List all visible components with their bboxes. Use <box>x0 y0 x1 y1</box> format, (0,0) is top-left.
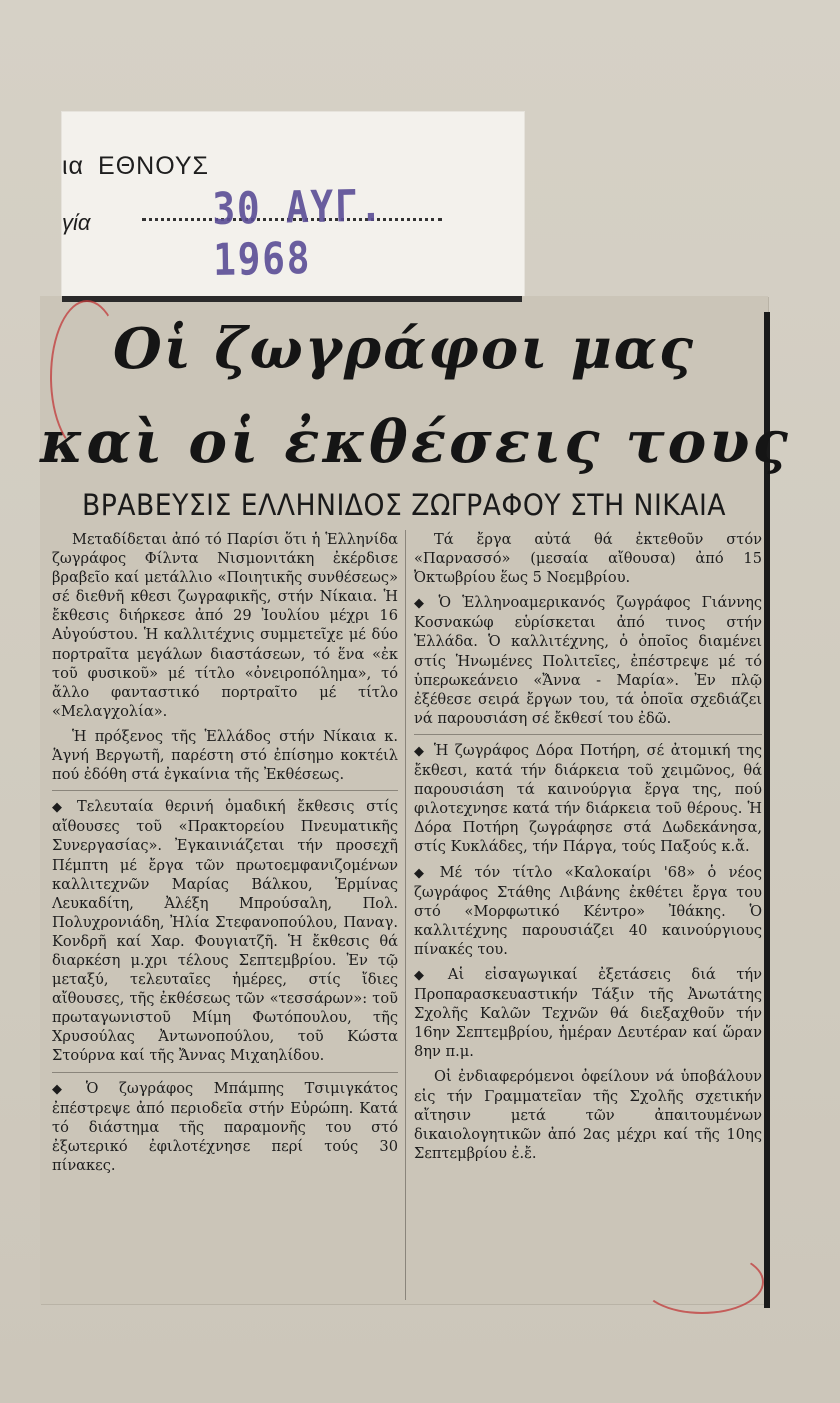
paragraph-text: Οἱ ἐνδιαφερόμενοι ὀφείλουν νά ὑποβάλουν εἰς τήν Γραμματεῖαν τῆς Σχολῆς σχετικήν αἴτησιν μετά τῶν ἀπαιτουμένων δικαιολογητικῶν ἀπό 2ας μέχρι καί τῆς 10ης Σεπτεμβρίου ἐ.ἔ. <box>414 1068 762 1162</box>
left-column <box>52 530 398 1181</box>
paragraph-text: Ὁ ζωγράφος Μπάμπης Τσιμιγκάτος ἐπέστρεψε ἀπό περιοδεῖα στήν Εὐρώπη. Κατά τό διάστημα τῆς παραμονῆς του στό ἐξωτερικό ἐφιλοτέχνησε περί τούς 30 πίνακες. <box>52 1079 399 1174</box>
paragraph-text: Ἡ ζωγράφος Δόρα Ποτήρη, σέ ἀτομική της ἔκθεσι, κατά τήν διάρκεια τοῦ χειμῶνος, θά παρουσιάση τά καινούργια ἔργα της, πού φιλοτεχνησε κατά τήν διάρκεια τοῦ θέρους. Ἡ Δόρα Ποτήρη ζωγράφησε στά Δωδεκάνησα, στίς Κυκλάδες, τήν Πάργα, τούς Παξούς κ.ἄ. <box>414 741 763 856</box>
paragraph-text: Αἱ εἰσαγωγικαί ἐξετάσεις διά τήν Προπαρασκευαστικήν Τάξιν τῆς Ἀνωτάτης Σχολῆς Καλῶν Τεχνῶν θά διεξαχθοῦν τήν 16ην Σεπτεμβρίου, ἡμέραν Δευτέραν καί ὥραν 8ην π.μ. <box>414 965 763 1061</box>
bullet-diamond-icon: ◆ <box>414 967 440 983</box>
paragraph-text: Μέ τόν τίτλο «Καλοκαίρι '68» ὁ νέος ζωγράφος Στάθης Λιβάνης ἐκθέτει ἔργα του στό «Μορφωτικό Κέντρο» Ἰθάκης. Ὁ καλλιτέχνης παρουσιάζει 40 καινούργιους πίνακές του. <box>414 863 762 958</box>
paragraph <box>414 593 762 728</box>
clipping-top-rule <box>62 296 522 302</box>
paragraph <box>414 863 762 959</box>
paragraph-text: Ἡ πρόξενος τῆς Ἑλλάδος στήν Νίκαια κ. Ἁγνή Βεργωτῆ, παρέστη στό ἐπίσημο κοκτέιλ πού ἐδόθη στά ἐγκαίνια τῆς Ἐκθέσεως. <box>52 727 398 784</box>
paragraph-text: Τελευταία θερινή ὁμαδική ἔκθεσις στίς αἴθουσες τοῦ «Πρακτορείου Πνευματικῆς Συνεργασίας». Ἐγκαινιάζεται τήν προσεχῆ Πέμπτη μέ ἔργα τῶν πρωτοεμφανιζομένων καλλιτεχνῶν Μαρίας Βάλκου, Ἑρμίνας Λευκαδίτη, Ἀλέξη Μπρούσαλη, Πολ. Πολυχρονιάδη, Ἠλία Στεφανοπούλου, Παναγ. Κονδρῆ καί Χαρ. Φουγιατζῆ. Ἡ ἔκθεσις θά διαρκέση μ.χρι τέλους Σεπτεμβρίου. Ἐν τῷ μεταξύ, τελευταῖες ἡμέρες, στίς ἴδιες αἴθουσες, τῆς ἐκθέσεως τῶν «τεσσάρων»: τοῦ πρωταγωνιστοῦ Μίμη Φωτόπουλου, τῆς Χρυσούλας Ἀντωνοπούλου, τοῦ Κώστα Στούρνα καί τῆς Ἄννας Μιχαηλίδου. <box>52 798 399 1065</box>
red-pencil-mark <box>640 1250 764 1314</box>
date-line-label: γία <box>62 210 91 235</box>
paragraph <box>52 727 398 784</box>
red-pencil-mark <box>50 300 124 454</box>
paragraph <box>414 734 762 857</box>
subheadline: ΒΡΑΒΕΥΣΙΣ ΕΛΛΗΝΙΔΟΣ ΖΩΓΡΑΦΟΥ ΣΤΗ ΝΙΚΑΙΑ <box>81 488 726 522</box>
paragraph <box>52 790 398 1065</box>
source-prefix-cut: ια <box>62 152 85 180</box>
right-column <box>414 530 762 1169</box>
source-line <box>62 152 209 181</box>
paragraph-text: Μεταδίδεται ἀπό τό Παρίσι ὅτι ἡ Ἑλληνίδα ζωγράφος Φίλντα Νισμονιτάκη ἐκέρδισε βραβεῖο καί μετάλλιο «Ποιητικῆς συνθέσεως» σέ διεθνῆ κθεσι ζωγραφικῆς, στήν Νίκαια. Ἡ ἔκθεσις διήρκεσε ἀπό 29 Ἰουλίου μέχρι 16 Αὐγούστου. Ἡ καλλιτέχνις συμμετεῖχε μέ δύο πορτραῖτα μεγάλων διαστάσεων, τό ἕνα «ἐκ τοῦ φυσικοῦ» μέ τίτλο «ὀνειροπόλημα», τό ἄλλο φανταστικό πορτραῖτο μέ τίτλο «Μελαγχολία». <box>52 531 398 720</box>
paragraph <box>52 1072 398 1175</box>
bullet-diamond-icon: ◆ <box>414 865 432 881</box>
paragraph <box>414 530 762 587</box>
headline-line-1: Οἱ ζωγράφοι μας <box>113 316 695 382</box>
bullet-diamond-icon: ◆ <box>414 596 431 612</box>
headline-line-2: καὶ οἱ ἐκθέσεις τους <box>40 408 791 476</box>
newspaper-name: ΕΘΝΟΥΣ <box>98 152 209 180</box>
paragraph-text: Ὁ Ἑλληνοαμερικανός ζωγράφος Γιάννης Κοσνακώφ εὑρίσκεται ἀπό τινος στήν Ἑλλάδα. Ὁ καλλιτέχνης, ὁ ὁποῖος διαμένει στίς Ἡνωμένες Πολιτεῖες, ἐπέστρεψε μέ τό ὑπερωκεάνειο «Ἄννα - Μαρία». Ἐν πλῷ ἐξέθεσε σειρά ἔργων του, τά ὁποῖα σχεδιάζει νά παρουσιάση σέ ἔκθεσί του ἐδῶ. <box>414 594 763 727</box>
date-stamp: 30 ΑΥΓ. 1968 <box>212 180 385 286</box>
paragraph <box>52 530 398 721</box>
source-slip <box>62 112 524 298</box>
column-divider <box>405 530 406 1300</box>
paragraph-text: Τά ἔργα αὐτά θά ἐκτεθοῦν στόν «Παρνασσό» (μεσαία αἴθουσα) ἀπό 15 Ὀκτωβρίου ἕως 5 Νοεμβρίου. <box>414 531 762 587</box>
bullet-diamond-icon: ◆ <box>52 1081 78 1097</box>
bullet-diamond-icon: ◆ <box>414 743 426 759</box>
paragraph <box>414 1067 762 1162</box>
paragraph <box>414 965 762 1061</box>
bullet-diamond-icon: ◆ <box>52 800 70 816</box>
